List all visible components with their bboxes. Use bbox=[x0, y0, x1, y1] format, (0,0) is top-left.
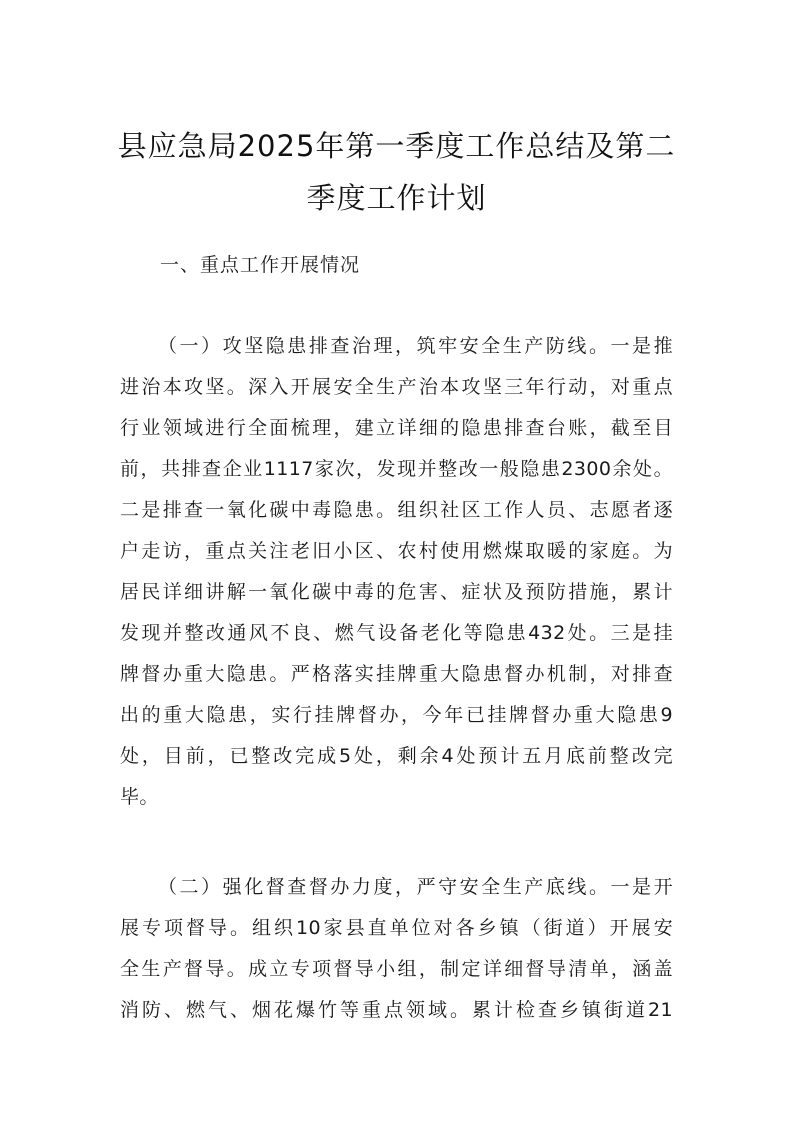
paragraph-line: 毕。 bbox=[120, 786, 159, 808]
paragraph-line: 前，共排查企业1117家次，发现并整改一般隐患2300余处。 bbox=[120, 458, 673, 480]
paragraph-line: 出的重大隐患，实行挂牌督办，今年已挂牌督办重大隐患9 bbox=[120, 704, 673, 726]
paragraph-2 bbox=[120, 867, 673, 1031]
paragraph-line: 展专项督导。组织10家县直单位对各乡镇（街道）开展安 bbox=[120, 917, 673, 939]
paragraph-line: 二是排查一氧化碳中毒隐患。组织社区工作人员、志愿者逐 bbox=[120, 499, 673, 521]
paragraph-line: 进治本攻坚。深入开展安全生产治本攻坚三年行动，对重点 bbox=[120, 376, 673, 398]
paragraph-line: 全生产督导。成立专项督导小组，制定详细督导清单，涵盖 bbox=[120, 958, 673, 980]
paragraph-1 bbox=[120, 326, 673, 818]
paragraph-line: 牌督办重大隐患。严格落实挂牌重大隐患督办机制，对排查 bbox=[120, 663, 673, 685]
section-heading: 一、重点工作开展情况 bbox=[160, 254, 361, 276]
paragraph-line: 居民详细讲解一氧化碳中毒的危害、症状及预防措施，累计 bbox=[120, 581, 673, 603]
paragraph-line: 发现并整改通风不良、燃气设备老化等隐患432处。三是挂 bbox=[120, 622, 673, 644]
paragraph-line: 行业领域进行全面梳理，建立详细的隐患排查台账，截至目 bbox=[120, 417, 673, 439]
paragraph-line: 处，目前，已整改完成5处，剩余4处预计五月底前整改完 bbox=[120, 745, 673, 767]
paragraph-line: 户走访，重点关注老旧小区、农村使用燃煤取暖的家庭。为 bbox=[120, 540, 673, 562]
title-line: 季度工作计划 bbox=[306, 181, 487, 215]
document-title bbox=[110, 120, 683, 224]
paragraph-line: （二）强化督查督办力度，严守安全生产底线。一是开 bbox=[158, 876, 673, 898]
title-line: 县应急局2025年第一季度工作总结及第二 bbox=[117, 129, 676, 163]
paragraph-line: 消防、燃气、烟花爆竹等重点领域。累计检查乡镇街道21 bbox=[120, 999, 673, 1021]
paragraph-line: （一）攻坚隐患排查治理，筑牢安全生产防线。一是推 bbox=[158, 335, 673, 357]
